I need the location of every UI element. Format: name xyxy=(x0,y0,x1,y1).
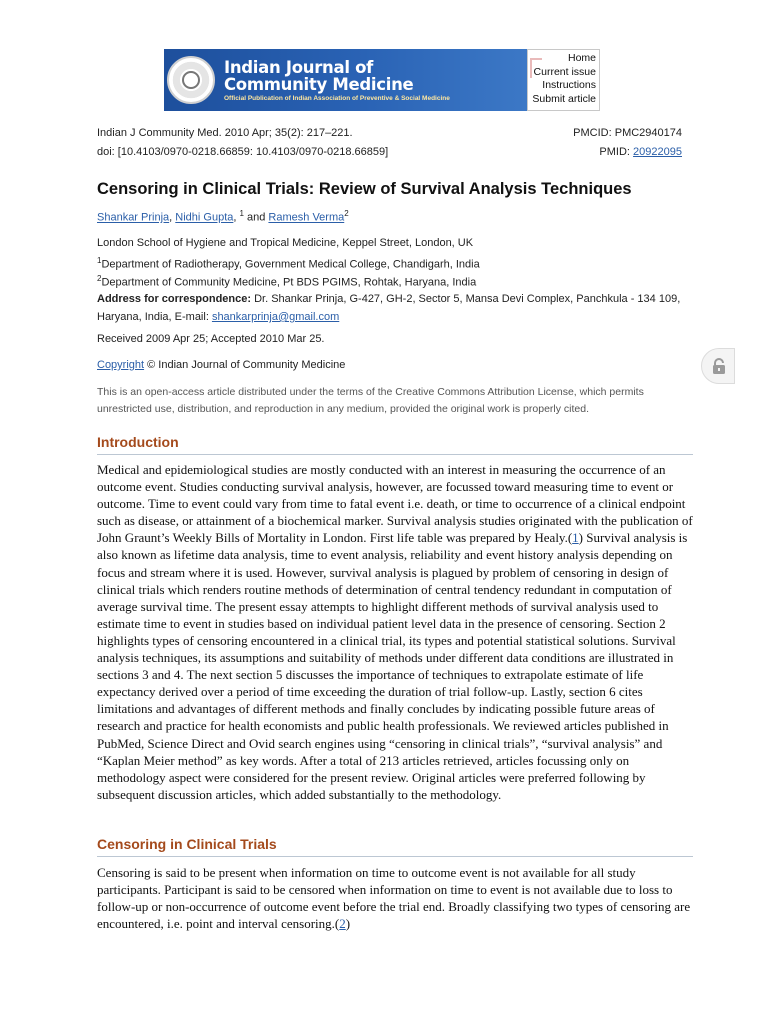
pmid xyxy=(599,145,682,159)
author-link[interactable]: Shankar Prinja xyxy=(97,211,170,224)
author-affiliation-mark: 2 xyxy=(344,209,349,218)
article-title: Censoring in Clinical Trials: Review of Survival Analysis Techniques xyxy=(97,180,632,198)
doi-line: doi: [10.4103/0970-0218.66859: 10.4103/0970-0218.66859] xyxy=(97,146,389,158)
menu-accent-decoration xyxy=(530,58,542,78)
journal-tagline: Official Publication of Indian Association of Preventive & Social Medicine xyxy=(224,95,450,102)
menu-submit-article-link[interactable]: Submit article xyxy=(532,92,596,105)
introduction-paragraph: Medical and epidemiological studies are mostly conducted with an interest in measuring the occurrence of an outcome event. Studies conducting survival analysis, however, are focussed toward measuring time to event or outcome. Time to event could vary from time to fatal event i.e. death, or time to occurrence of a clinical endpoint such as disease, or attainment of a biochemical marker. Survival analysis studies originated with the publication of John Graunt’s Weekly Bills of Mortality in London. First life table was prepared by Healy.(1) Survival analysis is also known as lifetime data analysis, time to event analysis, reliability and event history analysis depending on focus and stream where it is used. However, survival analysis is plagued by problem of censoring in design of clinical trials which renders routine methods of determination of central tendency redundant in computation of average survival time. The present essay attempts to highlight different methods of survival analysis used to estimate time to event in studies based on individual patient level data in the presence of censoring. Section 2 highlights types of censoring encountered in a clinical trial, its types and potential statistical solutions. Survival analysis techniques, its assumptions and suitability of methods under different data conditions are illustrated in sections 3 and 4. The next section 5 discusses the importance of techniques to extrapolate estimate of life expectancy derived over a period of time exceeding the duration of trial follow-up. Lastly, section 6 cites limitations and advantages of different methods and finally concludes by indicating possible future areas of research and practice for health economists and public health professionals. We reviewed articles published in PubMed, Science Direct and Ovid search engines using “censoring in clinical trials”, “survival analysis” and “Kaplan Meier method” as key words. After a total of 213 articles retrieved, articles focussing only on methodology aspect were considered for the present review. Original articles were preferred following by subsequent discussion articles, which added substantially to the methodology. xyxy=(97,462,693,802)
copyright-link[interactable]: Copyright xyxy=(97,359,145,371)
journal-title: Indian Journal of Community Medicine xyxy=(224,58,414,94)
journal-reference: Indian J Community Med. 2010 Apr; 35(2): 217–221. xyxy=(97,127,353,139)
section-heading-introduction: Introduction xyxy=(97,434,693,455)
banner-logo-area[interactable] xyxy=(164,49,527,111)
menu-instructions-link[interactable]: Instructions xyxy=(542,79,596,91)
correspondence-label: Address for correspondence: xyxy=(97,293,252,305)
copyright-line: Copyright © Indian Journal of Community Medicine xyxy=(97,359,346,371)
lock-icon xyxy=(711,358,727,380)
journal-seal-icon xyxy=(167,56,215,104)
menu-current-issue-link[interactable]: Current issue xyxy=(533,65,596,78)
menu-home-link[interactable]: Home xyxy=(567,52,596,64)
license-notice: This is an open-access article distributed under the terms of the Creative Commons Attribution License, which permits unrestricted use, distribution, and reproduction in any medium, provided the original work is properly cited. xyxy=(97,386,644,415)
censoring-paragraph: Censoring is said to be present when information on time to outcome event is not available for all study participants. Participant is said to be censored when information on time to event is not available due to loss to follow-up or non-occurrence of outcome event before the trial end. Broadly classifying two types of censoring are encountered, i.e. point and interval censoring.(2) xyxy=(97,865,691,932)
pmid-label: PMID: xyxy=(599,146,634,158)
email-link[interactable]: shankarprinja@gmail.com xyxy=(211,311,340,323)
pmid-link[interactable]: 20922095 xyxy=(633,146,682,158)
author-affiliation-mark: 1 xyxy=(239,209,244,218)
author-link[interactable]: Ramesh Verma xyxy=(268,211,345,224)
pmcid: PMCID: PMC2940174 xyxy=(573,127,682,139)
journal-banner xyxy=(164,49,600,111)
banner-menu xyxy=(527,49,600,111)
section-heading-censoring: Censoring in Clinical Trials xyxy=(97,836,693,857)
access-tab[interactable] xyxy=(701,348,735,384)
author-list: Shankar Prinja, Nidhi Gupta, $^1$ and Ramesh Verma$^2$ xyxy=(97,209,349,224)
article-dates: Received 2009 Apr 25; Accepted 2010 Mar 25. xyxy=(97,333,325,345)
reference-link[interactable]: 1 xyxy=(572,530,579,546)
affiliation: $^1$Department of Radiotherapy, Government Medical College, Chandigarh, India xyxy=(97,256,480,271)
affiliation: $^2$Department of Community Medicine, Pt BDS PGIMS, Rohtak, Haryana, India xyxy=(97,274,477,289)
correspondence-address: Address for correspondence: Dr. Shankar Prinja, G-427, GH-2, Sector 5, Mansa Devi Complex, Panchkula - 134 109, Haryana, India, E-mail: shankarprinja@gmail.com xyxy=(97,293,681,323)
author-link[interactable]: Nidhi Gupta xyxy=(175,211,234,224)
affiliation: London School of Hygiene and Tropical Medicine, Keppel Street, London, UK xyxy=(97,237,474,249)
reference-link[interactable]: 2 xyxy=(339,916,346,932)
